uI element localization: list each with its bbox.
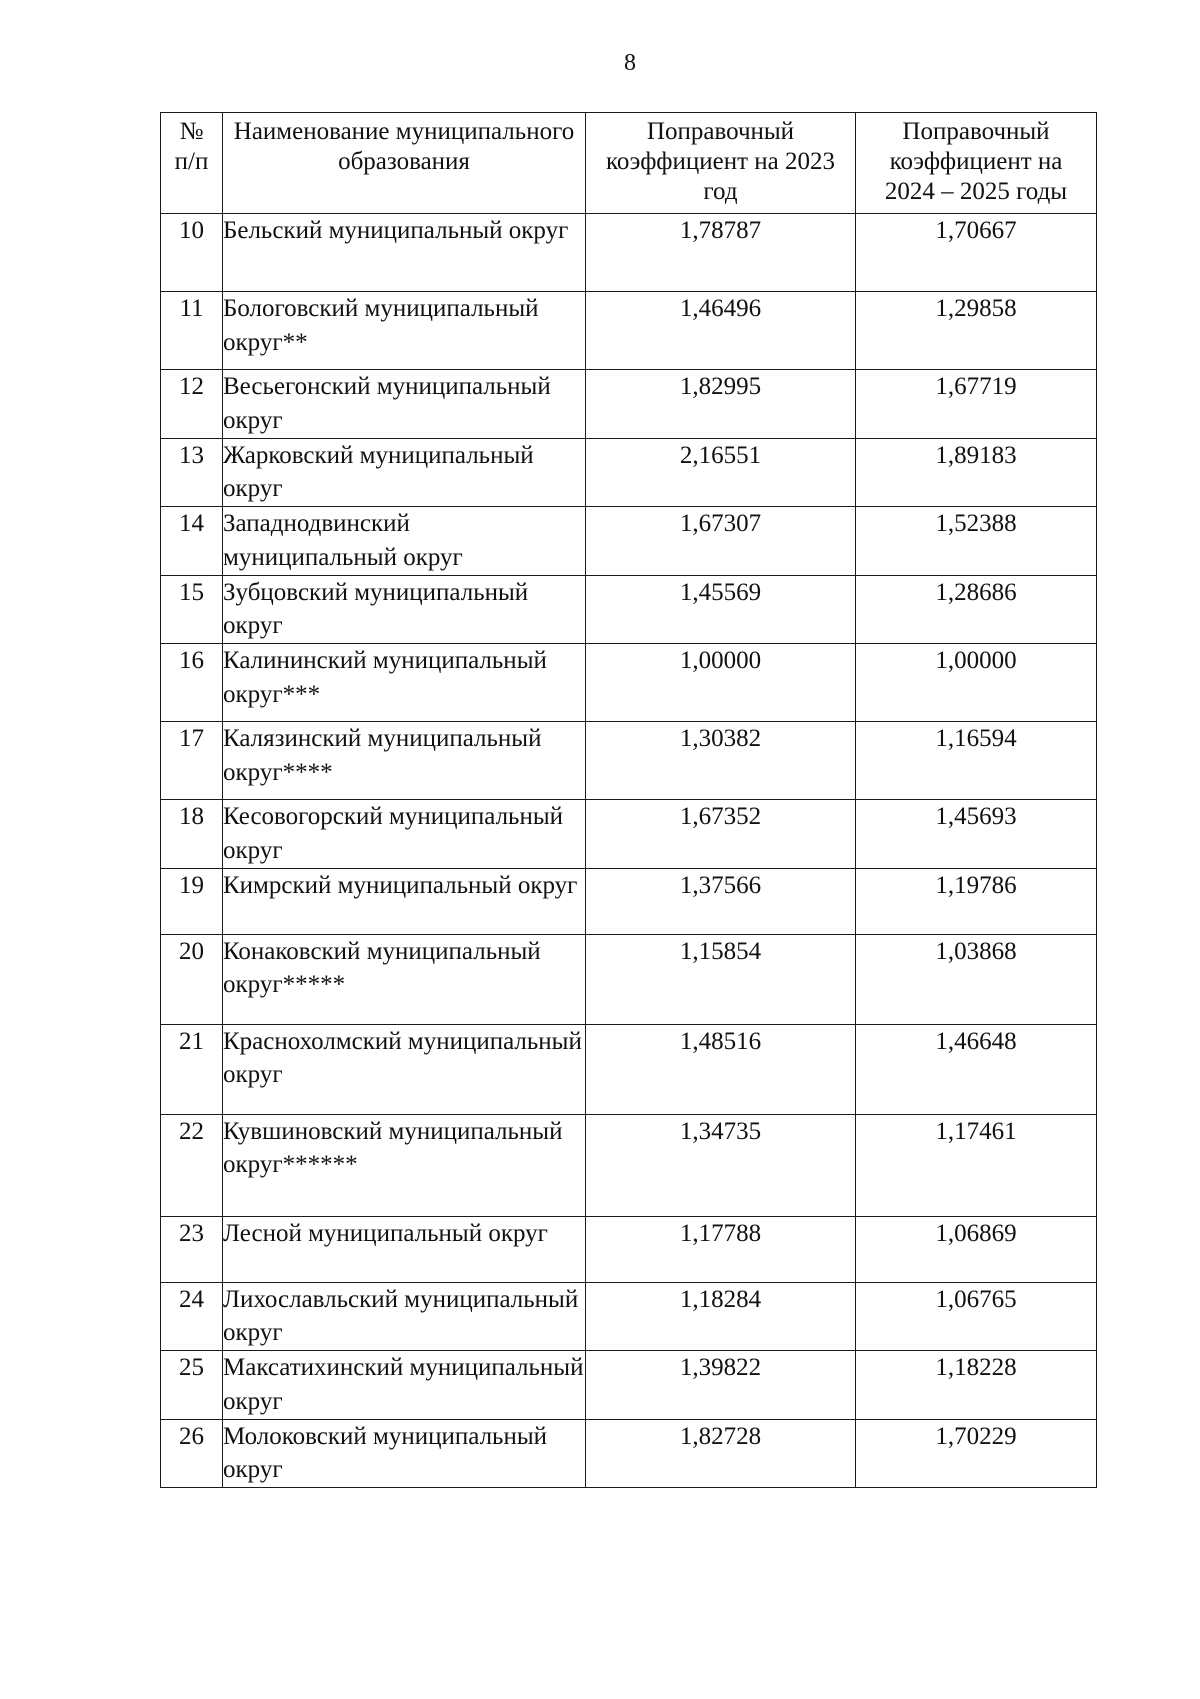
table-row — [161, 214, 1097, 292]
page-number: 8 — [624, 50, 636, 76]
row-number: 19 — [161, 868, 223, 934]
coefficients-table — [160, 112, 1097, 1488]
table-row — [161, 370, 1097, 439]
row-number: 12 — [161, 370, 223, 439]
coef-2024-2025: 1,46648 — [856, 1024, 1097, 1114]
municipality-name: Молоковский муниципальный округ — [223, 1419, 586, 1488]
row-number: 16 — [161, 644, 223, 722]
coef-2023: 1,78787 — [586, 214, 856, 292]
coef-2024-2025: 1,28686 — [856, 575, 1097, 644]
coef-2023: 1,34735 — [586, 1114, 856, 1216]
table-row — [161, 1216, 1097, 1282]
table-header-row — [161, 113, 1097, 214]
coef-2024-2025: 1,19786 — [856, 868, 1097, 934]
coef-2023: 2,16551 — [586, 438, 856, 507]
row-number: 17 — [161, 722, 223, 800]
municipality-name: Лихославльский муниципальный округ — [223, 1282, 586, 1351]
coef-2024-2025: 1,06869 — [856, 1216, 1097, 1282]
coef-2023: 1,15854 — [586, 934, 856, 1024]
coef-2023: 1,48516 — [586, 1024, 856, 1114]
municipality-name: Конаковский муниципальный округ***** — [223, 934, 586, 1024]
coef-2023: 1,18284 — [586, 1282, 856, 1351]
municipality-name: Лесной муниципальный округ — [223, 1216, 586, 1282]
coef-2023: 1,82728 — [586, 1419, 856, 1488]
municipality-name: Кувшиновский муниципальный округ****** — [223, 1114, 586, 1216]
table-row — [161, 934, 1097, 1024]
municipality-name: Кесовогорский муниципальный округ — [223, 800, 586, 869]
row-number: 23 — [161, 1216, 223, 1282]
coef-2024-2025: 1,06765 — [856, 1282, 1097, 1351]
coef-2024-2025: 1,52388 — [856, 507, 1097, 576]
coef-2024-2025: 1,16594 — [856, 722, 1097, 800]
row-number: 22 — [161, 1114, 223, 1216]
coef-2023: 1,39822 — [586, 1351, 856, 1420]
coef-2024-2025: 1,17461 — [856, 1114, 1097, 1216]
coef-2023: 1,82995 — [586, 370, 856, 439]
table-row — [161, 575, 1097, 644]
municipality-name: Весьегонский муниципальный округ — [223, 370, 586, 439]
coef-2024-2025: 1,18228 — [856, 1351, 1097, 1420]
municipality-name: Максатихинский муниципальный округ — [223, 1351, 586, 1420]
coef-2023: 1,67352 — [586, 800, 856, 869]
coef-2024-2025: 1,45693 — [856, 800, 1097, 869]
municipality-name: Калининский муниципальный округ*** — [223, 644, 586, 722]
table-row — [161, 868, 1097, 934]
coef-2023: 1,67307 — [586, 507, 856, 576]
coef-2023: 1,17788 — [586, 1216, 856, 1282]
header-coef-2024-2025: Поправочный коэффициент на 2024 – 2025 годы — [856, 113, 1097, 214]
coef-2023: 1,45569 — [586, 575, 856, 644]
row-number: 13 — [161, 438, 223, 507]
municipality-name: Бологовский муниципальный округ** — [223, 292, 586, 370]
header-coef-2023: Поправочный коэффициент на 2023 год — [586, 113, 856, 214]
header-number: № п/п — [161, 113, 223, 214]
table-row — [161, 507, 1097, 576]
row-number: 15 — [161, 575, 223, 644]
row-number: 18 — [161, 800, 223, 869]
table-row — [161, 1114, 1097, 1216]
row-number: 14 — [161, 507, 223, 576]
row-number: 10 — [161, 214, 223, 292]
row-number: 25 — [161, 1351, 223, 1420]
row-number: 20 — [161, 934, 223, 1024]
table-body — [161, 214, 1097, 1488]
municipality-name: Зубцовский муниципальный округ — [223, 575, 586, 644]
table-row — [161, 644, 1097, 722]
coef-2024-2025: 1,70229 — [856, 1419, 1097, 1488]
municipality-name: Краснохолмский муниципальный округ — [223, 1024, 586, 1114]
municipality-name: Западнодвинский муниципальный округ — [223, 507, 586, 576]
coef-2023: 1,00000 — [586, 644, 856, 722]
coef-2023: 1,46496 — [586, 292, 856, 370]
table-row — [161, 292, 1097, 370]
table-row — [161, 1351, 1097, 1420]
table-row — [161, 1024, 1097, 1114]
table-row — [161, 1282, 1097, 1351]
table-row — [161, 1419, 1097, 1488]
row-number: 24 — [161, 1282, 223, 1351]
table-row — [161, 438, 1097, 507]
row-number: 26 — [161, 1419, 223, 1488]
coef-2024-2025: 1,03868 — [856, 934, 1097, 1024]
header-name: Наименование муниципального образования — [223, 113, 586, 214]
coef-2024-2025: 1,00000 — [856, 644, 1097, 722]
municipality-name: Жарковский муниципальный округ — [223, 438, 586, 507]
coef-2023: 1,37566 — [586, 868, 856, 934]
row-number: 11 — [161, 292, 223, 370]
coef-2024-2025: 1,70667 — [856, 214, 1097, 292]
coef-2023: 1,30382 — [586, 722, 856, 800]
table-row — [161, 722, 1097, 800]
coef-2024-2025: 1,29858 — [856, 292, 1097, 370]
municipality-name: Кимрский муниципальный округ — [223, 868, 586, 934]
coef-2024-2025: 1,89183 — [856, 438, 1097, 507]
municipality-name: Калязинский муниципальный округ**** — [223, 722, 586, 800]
row-number: 21 — [161, 1024, 223, 1114]
table-row — [161, 800, 1097, 869]
municipality-name: Бельский муниципальный округ — [223, 214, 586, 292]
coef-2024-2025: 1,67719 — [856, 370, 1097, 439]
